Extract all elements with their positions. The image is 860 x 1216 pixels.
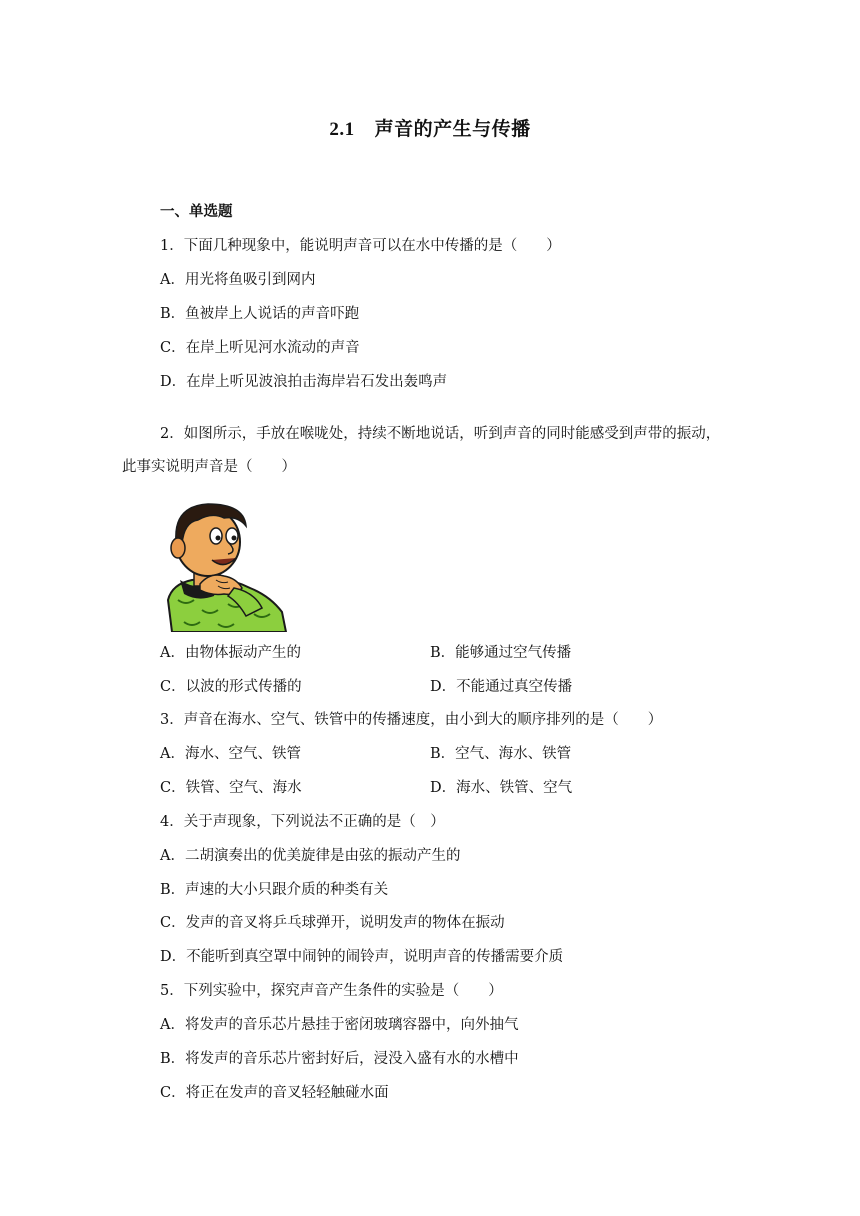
q4-option-b: B．声速的大小只跟介质的种类有关: [160, 882, 389, 898]
q4-option-c: C．发声的音叉将乒乓球弹开，说明发声的物体在振动: [160, 915, 505, 931]
q3-option-b: B．空气、海水、铁管: [430, 746, 572, 762]
q5-option-a: A．将发声的音乐芯片悬挂于密闭玻璃容器中，向外抽气: [160, 1017, 519, 1033]
title-number: 2.1: [329, 119, 355, 140]
q4-option-d: D．不能听到真空罩中闹钟的闹铃声，说明声音的传播需要介质: [160, 949, 564, 965]
q4-option-a: A．二胡演奏出的优美旋律是由弦的振动产生的: [160, 848, 461, 864]
q2-option-d: D．不能通过真空传播: [430, 679, 573, 695]
q2-option-a: A．由物体振动产生的: [160, 645, 301, 661]
q2-option-b: B．能够通过空气传播: [430, 645, 572, 661]
q2-stem-line2: 此事实说明声音是（ ）: [122, 459, 296, 475]
q2-option-c: C．以波的形式传播的: [160, 679, 302, 695]
q1-stem: 1．下面几种现象中，能说明声音可以在水中传播的是（ ）: [160, 238, 561, 254]
q1-option-a: A．用光将鱼吸引到网内: [160, 272, 316, 288]
page-title: [0, 114, 860, 141]
q1-option-d: D．在岸上听见波浪拍击海岸岩石发出轰鸣声: [160, 374, 448, 390]
q4-stem: 4．关于声现象，下列说法不正确的是（ ）: [160, 814, 445, 830]
q3-option-d: D．海水、铁管、空气: [430, 780, 573, 796]
boy-hand-on-throat-illustration: [158, 500, 288, 632]
q3-option-c: C．铁管、空气、海水: [160, 780, 302, 796]
q3-option-a: A．海水、空气、铁管: [160, 746, 301, 762]
section-heading: 一、单选题: [160, 203, 233, 220]
q2-stem-line1: 2．如图所示，手放在喉咙处，持续不断地说话，听到声音的同时能感受到声带的振动，: [160, 426, 721, 442]
q1-option-c: C．在岸上听见河水流动的声音: [160, 340, 360, 356]
q1-option-b: B．鱼被岸上人说话的声音吓跑: [160, 306, 360, 322]
q5-stem: 5．下列实验中，探究声音产生条件的实验是（ ）: [160, 983, 503, 999]
q3-stem: 3．声音在海水、空气、铁管中的传播速度，由小到大的顺序排列的是（ ）: [160, 712, 663, 728]
title-text: 声音的产生与传播: [374, 118, 531, 140]
q5-option-c: C．将正在发声的音叉轻轻触碰水面: [160, 1085, 389, 1101]
q5-option-b: B．将发声的音乐芯片密封好后，浸没入盛有水的水槽中: [160, 1051, 519, 1067]
